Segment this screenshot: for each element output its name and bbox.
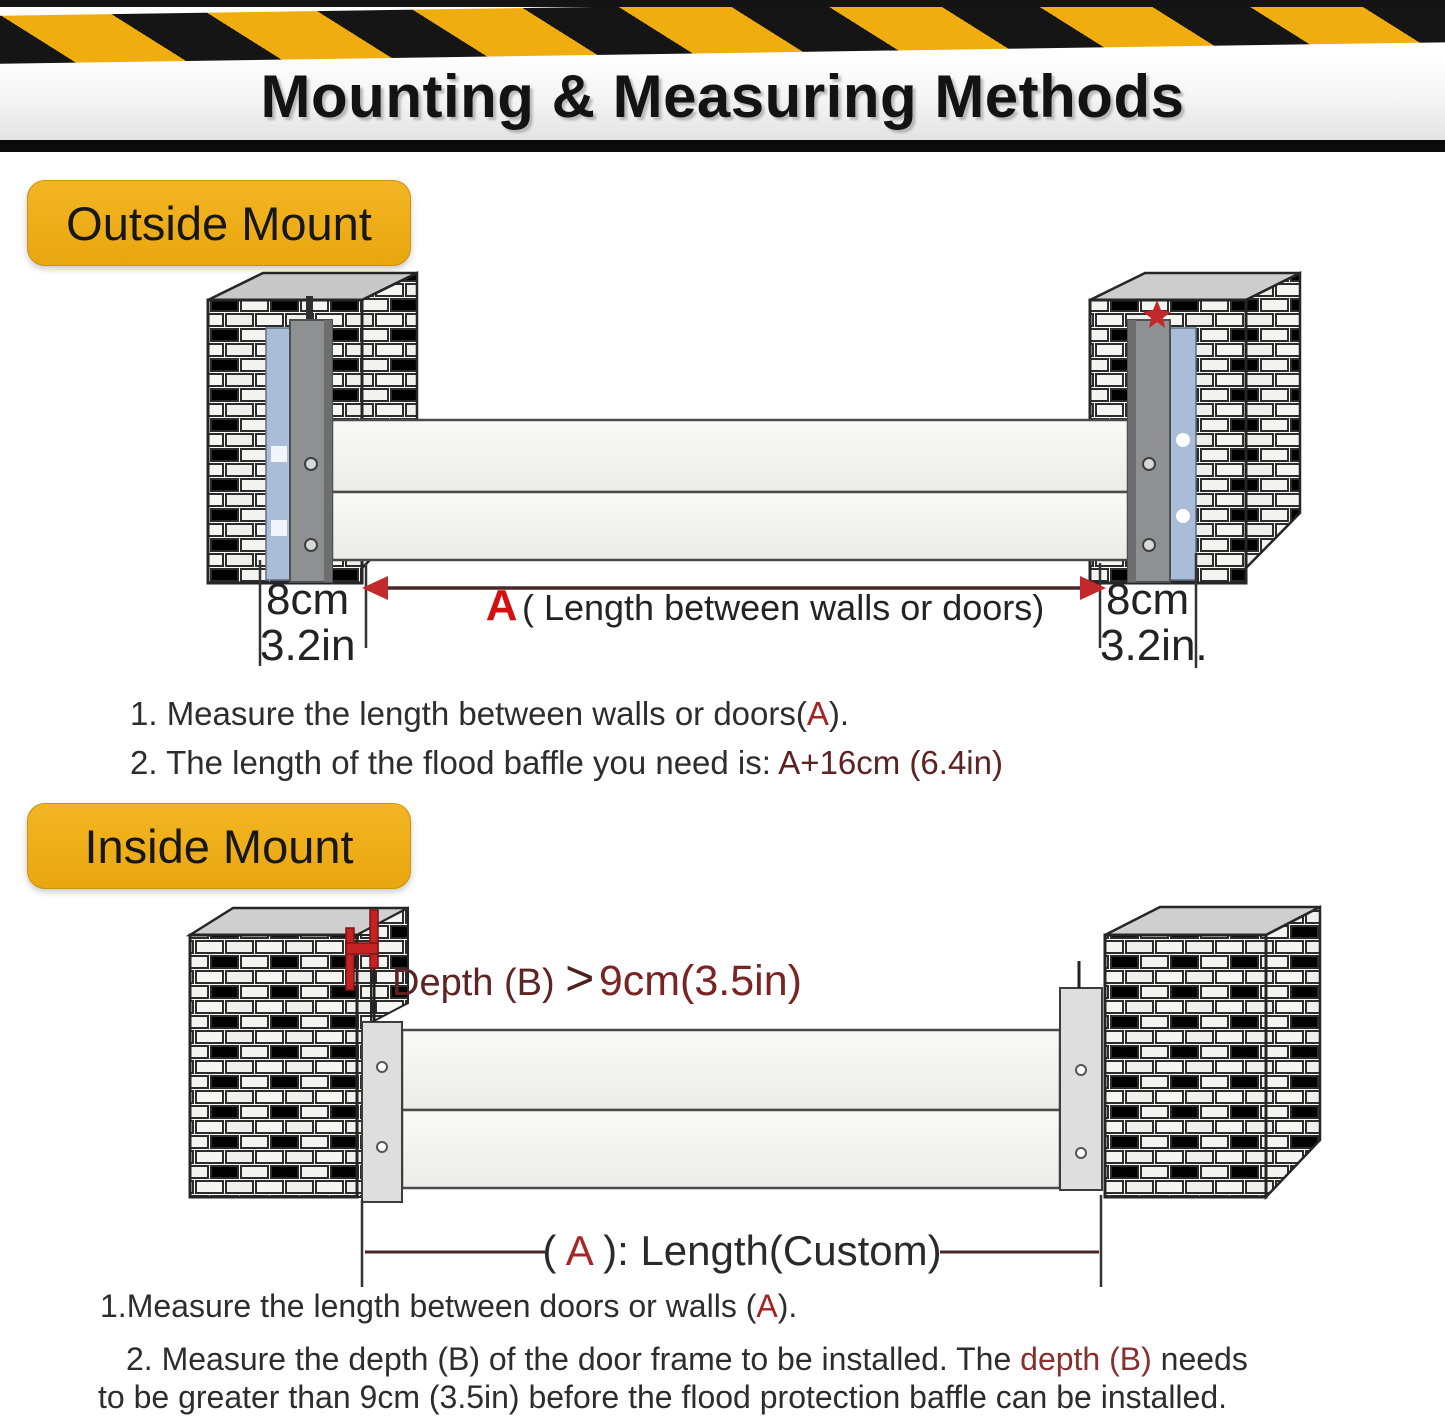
greater-than-sign: > [565, 950, 595, 1006]
flood-barrier-panels [332, 420, 1128, 560]
inside-mount-badge [27, 803, 411, 889]
step-text: 1. Measure the length between walls or doors( [130, 695, 807, 732]
step-highlight: A+16cm (6.4in) [778, 744, 1003, 781]
step-text: to be greater than 9cm (3.5in) before the flood protection baffle can be installed. [98, 1379, 1228, 1415]
step-text: ). [828, 695, 850, 732]
length-label-open: ( [542, 1227, 557, 1274]
outside-mount-label: Outside Mount [66, 196, 372, 250]
step-text: needs [1151, 1341, 1248, 1377]
title-band [0, 52, 1445, 140]
span-label-a: A [485, 581, 518, 630]
outside-mount-diagram [0, 268, 1445, 678]
step-highlight: A [756, 1288, 778, 1324]
step-highlight: A [806, 695, 829, 732]
page-title: Mounting & Measuring Methods [260, 62, 1185, 130]
hazard-top-line [0, 0, 1445, 7]
jamb-plate-right [1060, 961, 1102, 1190]
dim-right-cm: 8cm [1106, 575, 1190, 624]
outside-step-2 [130, 744, 1003, 782]
span-length-label [486, 581, 1045, 630]
length-label [542, 1227, 941, 1274]
mounting-channel-right [1128, 300, 1196, 582]
inside-step-2-line-1 [126, 1341, 1248, 1378]
depth-label-pre: Depth (B) [392, 962, 566, 1004]
length-label-rest: ): Length(Custom) [603, 1227, 942, 1274]
dim-left-cm: 8cm [266, 575, 350, 624]
flood-barrier-panels [402, 1030, 1060, 1188]
outside-step-1 [130, 695, 849, 733]
mounting-channel-left [266, 296, 332, 582]
step-text: ). [777, 1288, 798, 1324]
length-label-a: A [565, 1227, 592, 1274]
depth-label-value: 9cm(3.5in) [598, 957, 802, 1005]
step-text: 2. The length of the flood baffle you need is: [130, 744, 779, 781]
depth-label [392, 950, 802, 1006]
inside-step-2-line-2 [98, 1379, 1227, 1416]
brick-pillar-right [1105, 907, 1320, 1197]
seal-strip [1170, 328, 1196, 580]
dim-left-in: 3.2in [260, 621, 356, 670]
inside-step-1 [100, 1288, 797, 1325]
dim-right-in: 3.2in. [1100, 621, 1208, 670]
span-label-rest: ( Length between walls or doors) [521, 587, 1045, 628]
step-text: 1.Measure the length between doors or walls ( [100, 1288, 757, 1324]
step-text: 2. Measure the depth (B) of the door frame to be installed. The [126, 1341, 1021, 1377]
title-divider [0, 139, 1445, 152]
step-highlight: depth (B) [1020, 1341, 1152, 1377]
inside-mount-diagram [0, 895, 1445, 1295]
inside-mount-label: Inside Mount [84, 819, 354, 873]
outside-mount-badge [27, 180, 411, 266]
